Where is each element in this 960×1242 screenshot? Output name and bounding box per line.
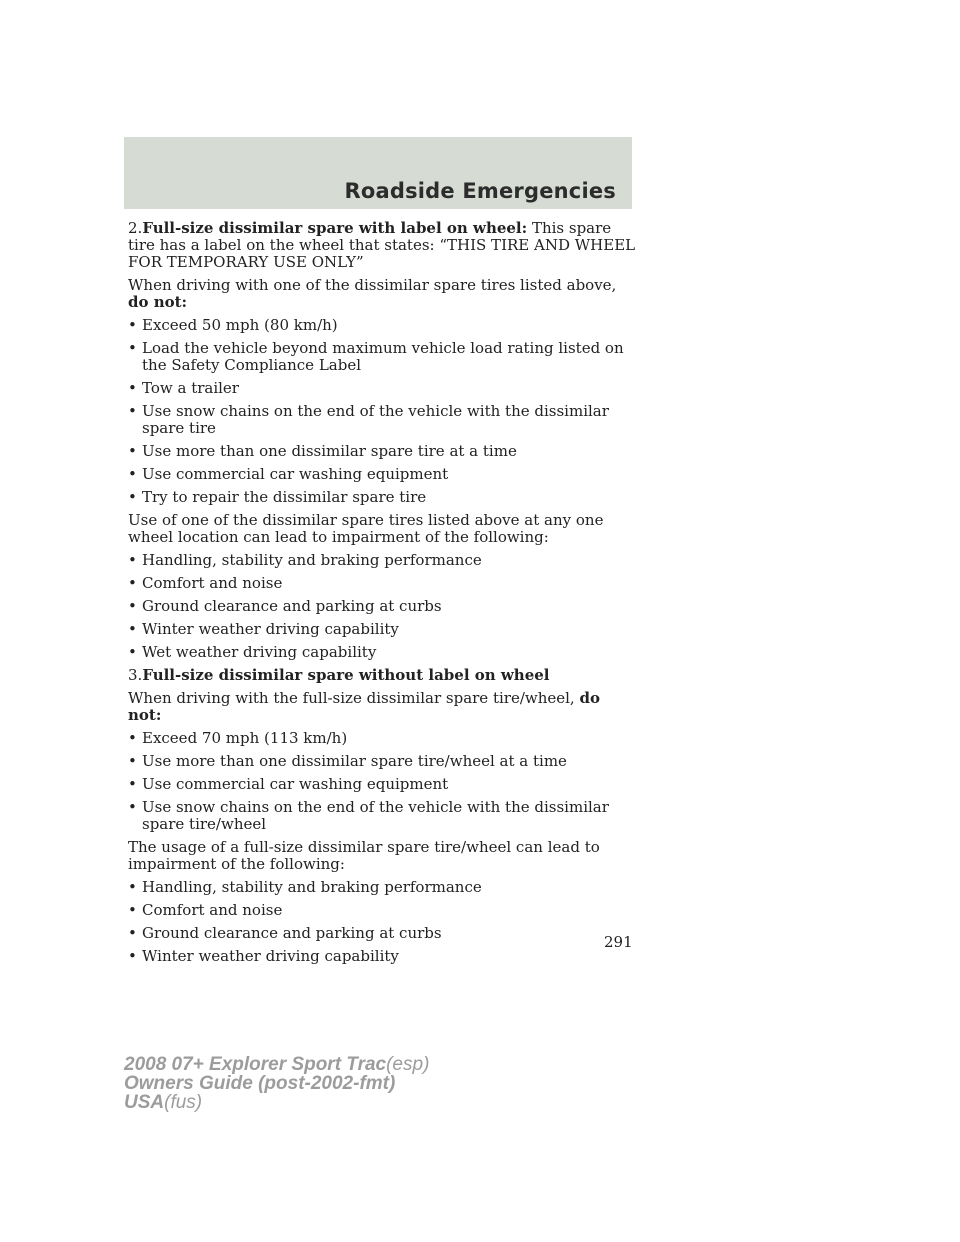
- list-item: • Ground clearance and parking at curbs: [128, 598, 638, 615]
- list-item: • Use more than one dissimilar spare tire at a time: [128, 443, 638, 460]
- impairment-paragraph-1: Use of one of the dissimilar spare tires listed above at any one wheel location can lead to impairment of the following:: [128, 511, 604, 546]
- list-item: • Use commercial car washing equipment: [128, 776, 638, 793]
- list-item: • Comfort and noise: [128, 575, 638, 592]
- item-2-number: 2.: [128, 219, 143, 237]
- list-item: • Tow a trailer: [128, 380, 638, 397]
- list-item: • Ground clearance and parking at curbs: [128, 925, 638, 942]
- item-3-number: 3.: [128, 666, 143, 684]
- footer-guide: Owners Guide (post-2002-fmt): [124, 1073, 396, 1094]
- intro-1-paragraph: [128, 277, 638, 311]
- footer-model: 2008 07+ Explorer Sport Trac: [124, 1054, 387, 1075]
- item-2-text: This spare tire has a label on the wheel that states: “THIS TIRE AND WHEEL FOR TEMPORARY USE ONLY”: [128, 219, 636, 271]
- impairment-list-2: [128, 879, 638, 965]
- item-2-heading: Full-size dissimilar spare with label on wheel:: [142, 219, 528, 237]
- document-footer: [124, 1055, 429, 1112]
- intro-1-text: When driving with one of the dissimilar spare tires listed above,: [128, 276, 617, 294]
- list-item: • Try to repair the dissimilar spare tire: [128, 489, 638, 506]
- footer-line-1: [124, 1055, 429, 1074]
- intro-1-emphasis: do not:: [128, 293, 188, 311]
- impairment-paragraph-2: The usage of a full-size dissimilar spare tire/wheel can lead to impairment of the following:: [128, 838, 600, 873]
- footer-line-2: [124, 1074, 429, 1093]
- list-item: • Exceed 50 mph (80 km/h): [128, 317, 638, 334]
- impairment-list-1: [128, 552, 638, 661]
- section-title: Roadside Emergencies: [344, 179, 616, 203]
- list-item: • Use more than one dissimilar spare tire/wheel at a time: [128, 753, 638, 770]
- intro-3-text: When driving with the full-size dissimilar spare tire/wheel,: [128, 689, 580, 707]
- restrictions-list-2: [128, 730, 638, 833]
- list-item: • Wet weather driving capability: [128, 644, 638, 661]
- list-item: • Handling, stability and braking performance: [128, 552, 638, 569]
- intro-3-emphasis: do not:: [128, 689, 600, 724]
- page-number: 291: [604, 933, 633, 951]
- list-item: • Winter weather driving capability: [128, 621, 638, 638]
- section-header-band: [124, 137, 632, 209]
- list-item: • Winter weather driving capability: [128, 948, 638, 965]
- list-item: • Handling, stability and braking performance: [128, 879, 638, 896]
- list-item: • Exceed 70 mph (113 km/h): [128, 730, 638, 747]
- list-item: • Comfort and noise: [128, 902, 638, 919]
- list-item: • Use snow chains on the end of the vehicle with the dissimilar spare tire: [128, 403, 638, 437]
- restrictions-list-1: [128, 317, 638, 506]
- footer-line-3: [124, 1093, 429, 1112]
- item-2-paragraph: [128, 220, 638, 271]
- footer-market: USA: [124, 1092, 165, 1113]
- page-content: [128, 220, 638, 971]
- item-3-heading: Full-size dissimilar spare without label on wheel: [142, 666, 550, 684]
- list-item: • Load the vehicle beyond maximum vehicle load rating listed on the Safety Compliance Label: [128, 340, 638, 374]
- footer-market-code: (fus): [164, 1092, 203, 1113]
- list-item: • Use commercial car washing equipment: [128, 466, 638, 483]
- list-item: • Use snow chains on the end of the vehicle with the dissimilar spare tire/wheel: [128, 799, 638, 833]
- item-3-paragraph: [128, 667, 638, 684]
- footer-model-code: (esp): [386, 1054, 430, 1075]
- intro-3-paragraph: [128, 690, 638, 724]
